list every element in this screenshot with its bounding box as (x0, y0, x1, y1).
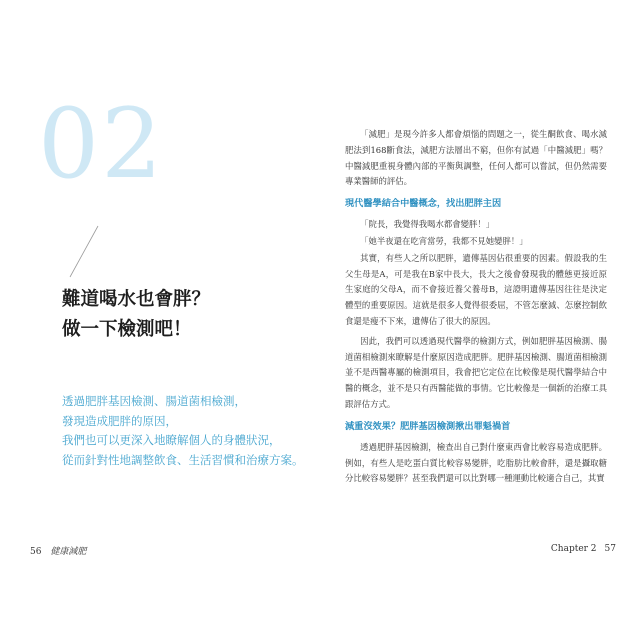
running-head: 健康減肥 (50, 547, 87, 557)
lead-line: 從而針對性地調整飲食、生活習慣和治療方案。 (62, 452, 304, 467)
chapter-title (62, 285, 210, 345)
chapter-title-line: 難道喝水也會胖？ (62, 289, 211, 310)
lead-line: 我們也可以更深入地瞭解個人的身體狀況， (62, 433, 281, 447)
intro-paragraph: 「減肥」是現今許多人都會煩惱的問題之一，從生酮飲食、喝水減肥法到168斷食法，減肥方法層出不窮，但你有試過「中醫減肥」嗎？中醫減肥重視身體內部的平衡與調整，任何人都可以嘗試，但仍然需要專業醫師的評估。 (345, 129, 607, 187)
chapter-label: Chapter 2 (550, 544, 597, 554)
lead-line: 發現造成肥胖的原因， (62, 413, 177, 428)
left-page-number: 56 (30, 547, 42, 557)
chapter-number: 02 (38, 88, 165, 200)
body-paragraph: 其實，有些人之所以肥胖，遺傳基因佔很重要的因素。假設我的生父生母是A，可是我在B家中長大，長大之後會發現我的體態更接近原生家庭的父母A，而不會接近養父養母B，這證明遺傳基因往往是決定體型的重要原因。這就是很多人覺得很委屈，不管怎麼減、怎麼控制飲食還是瘦不下來，遺傳佔了很大的原因。 (345, 252, 607, 326)
section-heading: 現代醫學結合中醫概念，找出肥胖主因 (345, 198, 502, 210)
right-page-number: 57 (604, 544, 616, 554)
right-folio (543, 544, 616, 554)
right-page-body (345, 127, 607, 491)
chapter-title-line: 做一下檢測吧！ (62, 319, 192, 340)
body-paragraph: 透過肥胖基因檢測，檢查出自己對什麼東西會比較容易造成肥胖。例如，有些人是吃蛋白質比較容易變胖，吃脂肪比較會胖，還是攝取糖分比較容易變胖？甚至我們還可以比對哪一種運動比較適合自己，其實 (345, 441, 607, 484)
body-paragraph: 因此，我們可以透過現代醫學的檢測方式，例如肥胖基因檢測、腸道菌相檢測來瞭解是什麼原因造成肥胖。肥胖基因檢測、腸道菌相檢測並不是西醫專屬的檢測項目，我會把它定位在比較像是現代醫學結合中醫的概念，並不是只有西醫能做的事情。它比較像是一個新的治療工具跟評估方式。 (345, 335, 607, 409)
left-folio (30, 544, 86, 557)
section-heading: 減重沒效果？肥胖基因檢測揪出罪魁禍首 (345, 420, 511, 432)
dialogue-quote: 「她半夜還在吃宵當勞，我都不見她變胖！」 (360, 235, 528, 246)
lead-line: 透過肥胖基因檢測、腸道菌相檢測， (62, 394, 246, 408)
dialogue-quote: 「院長，我覺得我喝水都會變胖！」 (360, 219, 495, 230)
chapter-lead (62, 392, 304, 470)
